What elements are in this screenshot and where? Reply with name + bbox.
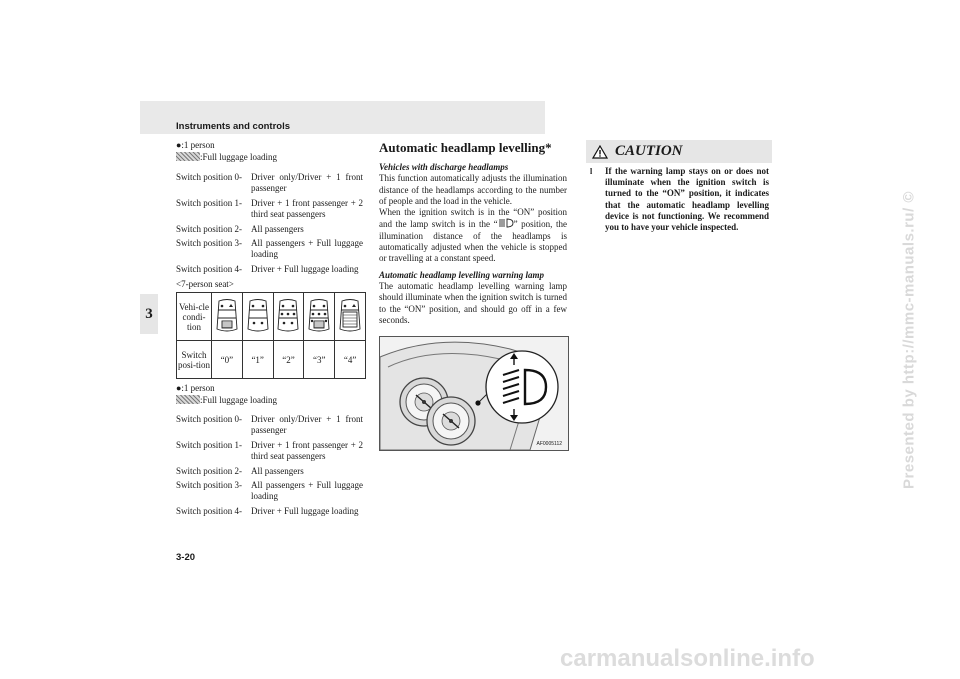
seat-diagram-cell (273, 293, 304, 341)
seat-layout-0-icon (214, 299, 240, 333)
legend-luggage-text: :Full luggage loading (200, 395, 277, 405)
figure-code: AF0005112 (536, 441, 562, 447)
legend-luggage (176, 395, 277, 406)
vertical-watermark (899, 70, 919, 610)
switch-label: Switch position 1- (176, 198, 243, 208)
switch-value: Driver + 1 front passenger + 2 third seat passengers (251, 440, 363, 461)
luggage-hatch-icon (176, 152, 200, 161)
switch-label: Switch position 0- (176, 414, 243, 424)
seat-config-heading: <7-person seat> (176, 279, 234, 289)
switch-position-value: “1” (242, 341, 273, 379)
right-gauge (427, 397, 475, 445)
switch-position-value: “0” (212, 341, 243, 379)
luggage-hatch-icon (176, 395, 200, 404)
switch-value: All passengers (251, 224, 304, 234)
switch-position-value: “2” (273, 341, 304, 379)
warning-lamp-callout (486, 351, 558, 423)
switch-value: All passengers + Full luggage loading (251, 480, 363, 501)
switch-value: Driver only/Driver + 1 front passenger (251, 172, 363, 193)
bottom-watermark: carmanualsonline.info (560, 645, 815, 672)
seat-config-table (176, 292, 366, 379)
instrument-cluster-illustration (380, 337, 568, 450)
switch-label: Switch position 4- (176, 264, 243, 274)
seat-diagram-cell (335, 293, 366, 341)
switch-label: Switch position 2- (176, 224, 243, 234)
legend-person: ●:1 person (176, 383, 215, 393)
paragraph-operation (379, 207, 567, 264)
seat-layout-3-icon (306, 299, 332, 333)
switch-label: Switch position 1- (176, 440, 243, 450)
switch-label: Switch position 4- (176, 506, 243, 516)
switch-value: All passengers + Full luggage loading (251, 238, 363, 259)
switch-list-top (176, 172, 366, 277)
section-body (379, 162, 567, 326)
vehicle-condition-label: Vehi-cle condi-tion (177, 293, 212, 341)
seat-layout-2-icon (275, 299, 301, 333)
legend-luggage-text: :Full luggage loading (200, 152, 277, 162)
caution-title: CAUTION (615, 143, 683, 159)
seat-diagram-cell (212, 293, 243, 341)
switch-value: Driver + Full luggage loading (251, 264, 359, 274)
headlamp-switch-icon (498, 218, 514, 228)
instrument-cluster-figure (379, 336, 569, 451)
switch-position-label: Switch posi-tion (177, 341, 212, 379)
legend-top (176, 140, 366, 164)
paragraph-warning-lamp: The automatic headlamp levelling warning lamp should illuminate when the ignition switch is turned to the “ON” position, and should go off in a few seconds. (379, 280, 567, 325)
caution-bullet: l (590, 167, 593, 176)
legend-luggage (176, 152, 277, 163)
subheading-warning-lamp: Automatic headlamp levelling warning lamp (379, 269, 545, 280)
vehicle-condition-row (177, 293, 366, 341)
switch-position-value: “3” (304, 341, 335, 379)
page-number: 3-20 (176, 552, 196, 563)
switch-position-row (177, 341, 366, 379)
switch-value: Driver + 1 front passenger + 2 third seat passengers (251, 198, 363, 219)
vertical-watermark-text: Presented by http://mmc-manuals.ru/ © (900, 191, 918, 489)
seat-layout-4-icon (337, 299, 363, 333)
paragraph-operation-end: ” position, the illumination distance of the headlamps is automatically adjusted when the vehicle is stopped or travelling at a constant speed. (379, 219, 567, 264)
switch-value: Driver only/Driver + 1 front passenger (251, 414, 363, 435)
switch-list-bottom (176, 414, 366, 519)
seat-diagram-cell (304, 293, 335, 341)
switch-label: Switch position 0- (176, 172, 243, 182)
caution-text: If the warning lamp stays on or does not illuminate when the ignition switch is turned to the “ON” position, it indicates that the automatic headlamp levelling device is not functioning. We recommend you to have your vehicle inspected. (605, 166, 769, 233)
section-title: Automatic headlamp levelling* (379, 140, 552, 155)
switch-position-value: “4” (335, 341, 366, 379)
legend-person: ●:1 person (176, 140, 215, 150)
switch-value: Driver + Full luggage loading (251, 506, 359, 516)
seat-diagram-cell (242, 293, 273, 341)
paragraph-function: This function automatically adjusts the illumination distance of the headlamps according to the number of people and the load in the vehicle. (379, 173, 567, 206)
warning-triangle-icon (592, 145, 608, 159)
legend-bottom (176, 383, 366, 407)
switch-label: Switch position 2- (176, 466, 243, 476)
switch-label: Switch position 3- (176, 238, 243, 248)
subheading-discharge: Vehicles with discharge headlamps (379, 162, 509, 172)
switch-value: All passengers (251, 466, 304, 476)
seat-layout-1-icon (245, 299, 271, 333)
switch-label: Switch position 3- (176, 480, 243, 490)
chapter-tab-number: 3 (145, 305, 153, 322)
paragraph-operation-start: When the ignition switch is in the “ON” position and the lamp switch is in the “ (379, 207, 567, 230)
section-header-title: Instruments and controls (176, 121, 291, 132)
